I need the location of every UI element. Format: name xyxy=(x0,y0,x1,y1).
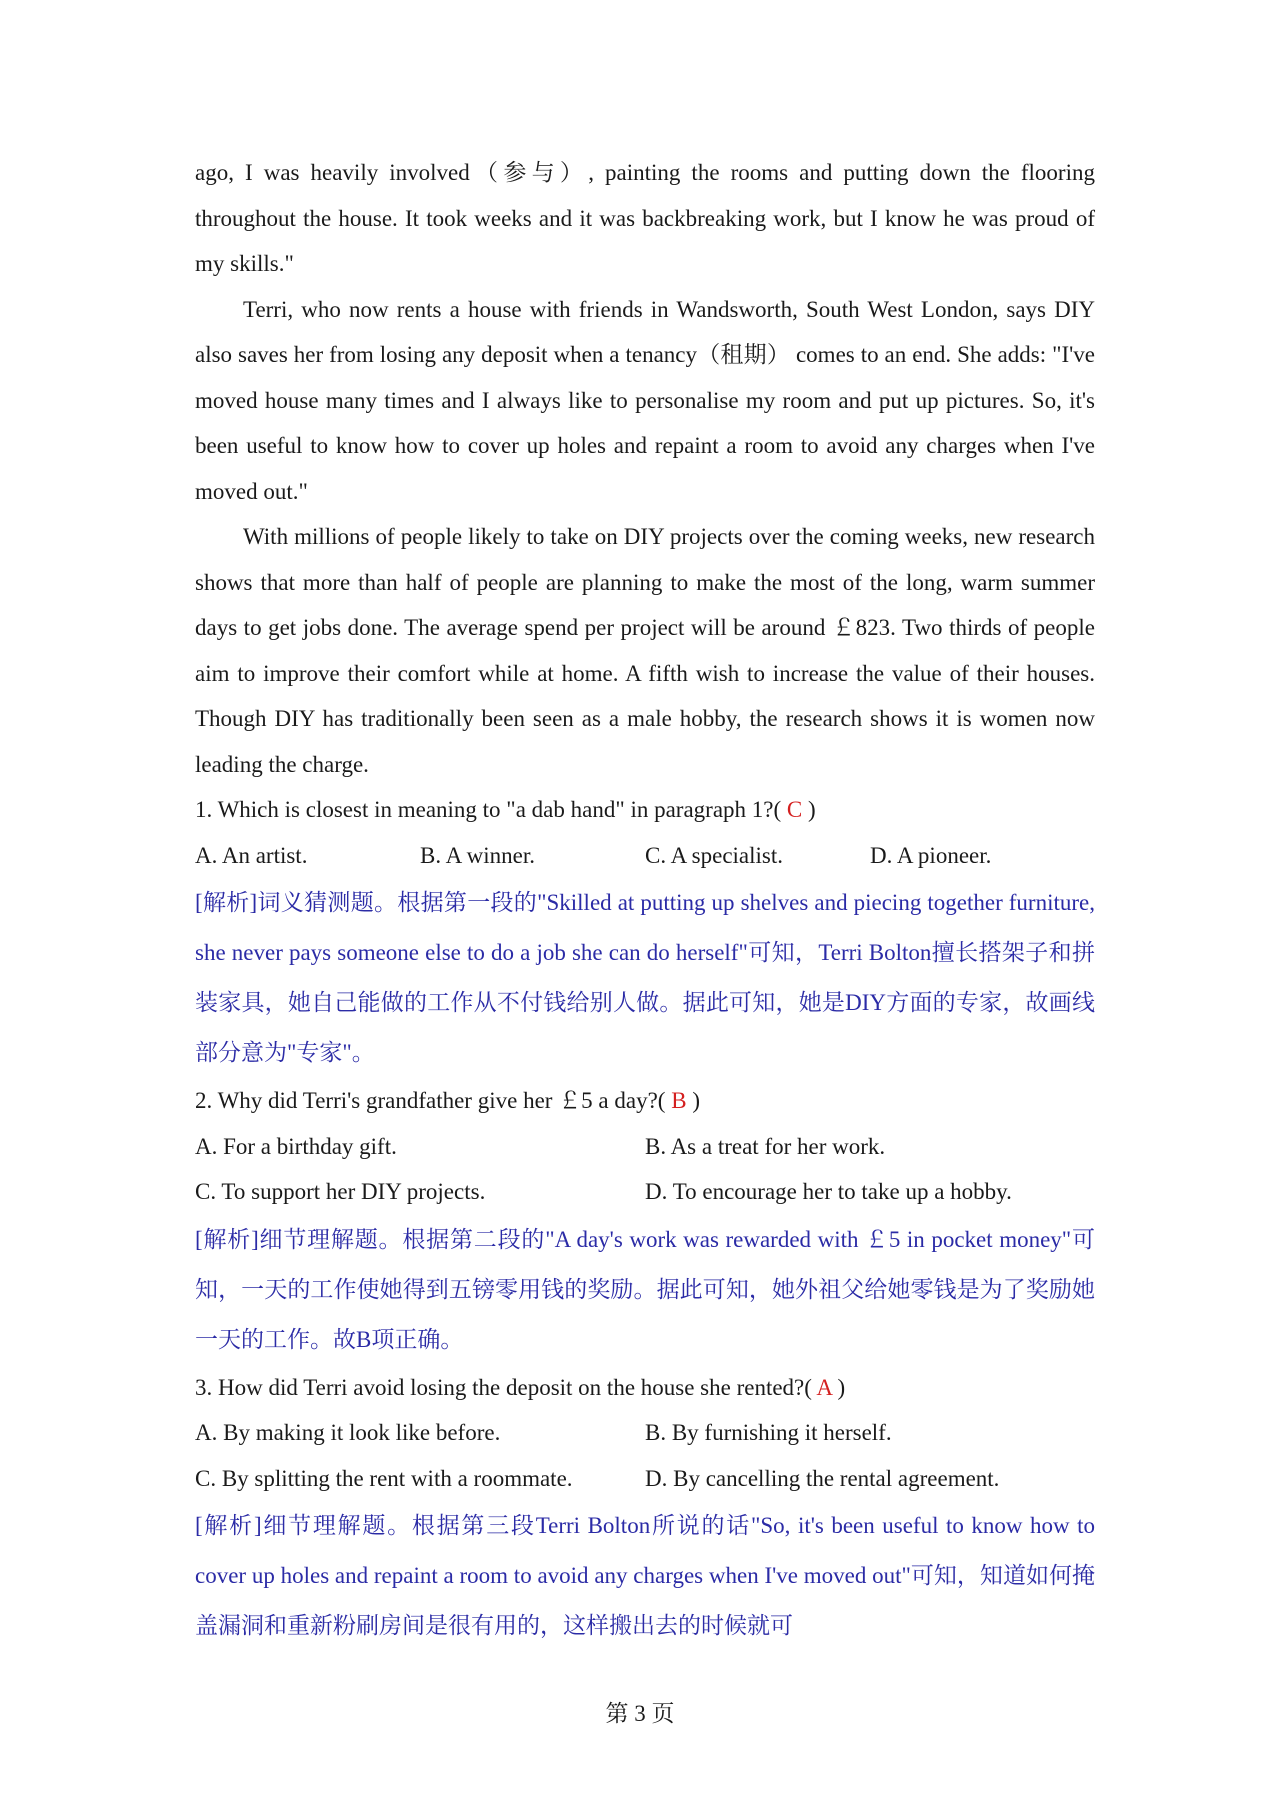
option-b: B. A winner. xyxy=(420,842,536,868)
question-close: ) xyxy=(692,1088,700,1113)
answer-letter: A xyxy=(816,1374,832,1400)
option-b: B. By furnishing it herself. xyxy=(645,1420,892,1445)
option-c: C. A specialist. xyxy=(645,842,783,868)
analysis-text: [解析]词义猜测题。根据第一段的"Skilled at putting up shelves and piecing together furniture, she never pays someone else to do a job she can do herself"可知，Terri Bolton擅长搭架子和拼装家具，她自己能做的工作从不付钱给别人做。据此可知，她是DIY方面的专家，故画线部分意为"专家"。 xyxy=(195,890,1095,1065)
question-1 xyxy=(195,787,1095,1078)
question-close: ) xyxy=(808,797,816,822)
options-row xyxy=(195,833,1095,879)
question-text: 3. How did Terri avoid losing the deposit on the house she rented?( xyxy=(195,1374,812,1400)
option-c: C. By splitting the rent with a roommate. xyxy=(195,1465,573,1491)
option-d: D. A pioneer. xyxy=(870,842,992,868)
option-d: D. By cancelling the rental agreement. xyxy=(645,1465,1000,1491)
options-row-1 xyxy=(195,1124,1095,1170)
question-stem xyxy=(195,1365,1095,1411)
analysis-text: [解析]细节理解题。根据第二段的"A day's work was rewarded with ￡5 in pocket money"可知，一天的工作使她得到五镑零用钱的奖励。据此可知，她外祖父给她零钱是为了奖励她一天的工作。故B项正确。 xyxy=(195,1226,1095,1352)
option-a: A. For a birthday gift. xyxy=(195,1133,397,1159)
analysis-text: [解析]细节理解题。根据第三段Terri Bolton所说的话"So, it's been useful to know how to cover up holes and repaint a room to avoid any charges when I've moved out"可知，知道如何掩盖漏洞和重新粉刷房间是很有用的，这样搬出去的时候就可 xyxy=(195,1513,1095,1638)
answer-letter: B xyxy=(671,1088,687,1113)
question-text: 1. Which is closest in meaning to "a dab hand" in paragraph 1?( xyxy=(195,797,782,822)
passage-paragraph-3: With millions of people likely to take on DIY projects over the coming weeks, new research shows that more than half of people are planning to make the most of the long, warm summer days to get jobs done. The average spend per project will be around ￡823. Two thirds of people aim to improve their comfort while at home. A fifth wish to increase the value of their houses. Though DIY has traditionally been seen as a male hobby, the research shows it is women now leading the charge. xyxy=(195,524,1095,777)
option-c: C. To support her DIY projects. xyxy=(195,1179,486,1204)
option-b: B. As a treat for her work. xyxy=(645,1133,886,1159)
option-d: D. To encourage her to take up a hobby. xyxy=(645,1179,1012,1204)
options-row-1 xyxy=(195,1410,1095,1456)
question-text: 2. Why did Terri's grandfather give her ￡5 a day?( xyxy=(195,1088,666,1113)
question-close: ) xyxy=(837,1374,846,1400)
question-stem xyxy=(195,787,1095,833)
passage-paragraph-1-continued: ago, I was heavily involved（参与）, painting the rooms and putting down the flooring throughout the house. It took weeks and it was backbreaking work, but I know he was proud of my skills." xyxy=(195,160,1095,276)
option-a: A. By making it look like before. xyxy=(195,1420,501,1445)
options-row-2 xyxy=(195,1169,1095,1215)
passage-paragraph-2: Terri, who now rents a house with friends in Wandsworth, South West London, says DIY also saves her from losing any deposit when a tenancy（租期） comes to an end. She adds: "I've moved house many times and I always like to personalise my room and put up pictures. So, it's been useful to know how to cover up holes and repaint a room to avoid any charges when I've moved out." xyxy=(195,296,1095,504)
question-3 xyxy=(195,1365,1095,1652)
answer-letter: C xyxy=(786,797,803,822)
options-row-2 xyxy=(195,1456,1095,1502)
option-a: A. An artist. xyxy=(195,842,308,868)
document-body xyxy=(195,150,1095,1651)
page-number: 第 3 页 xyxy=(605,1701,675,1726)
question-2 xyxy=(195,1078,1095,1365)
question-stem xyxy=(195,1078,1095,1124)
